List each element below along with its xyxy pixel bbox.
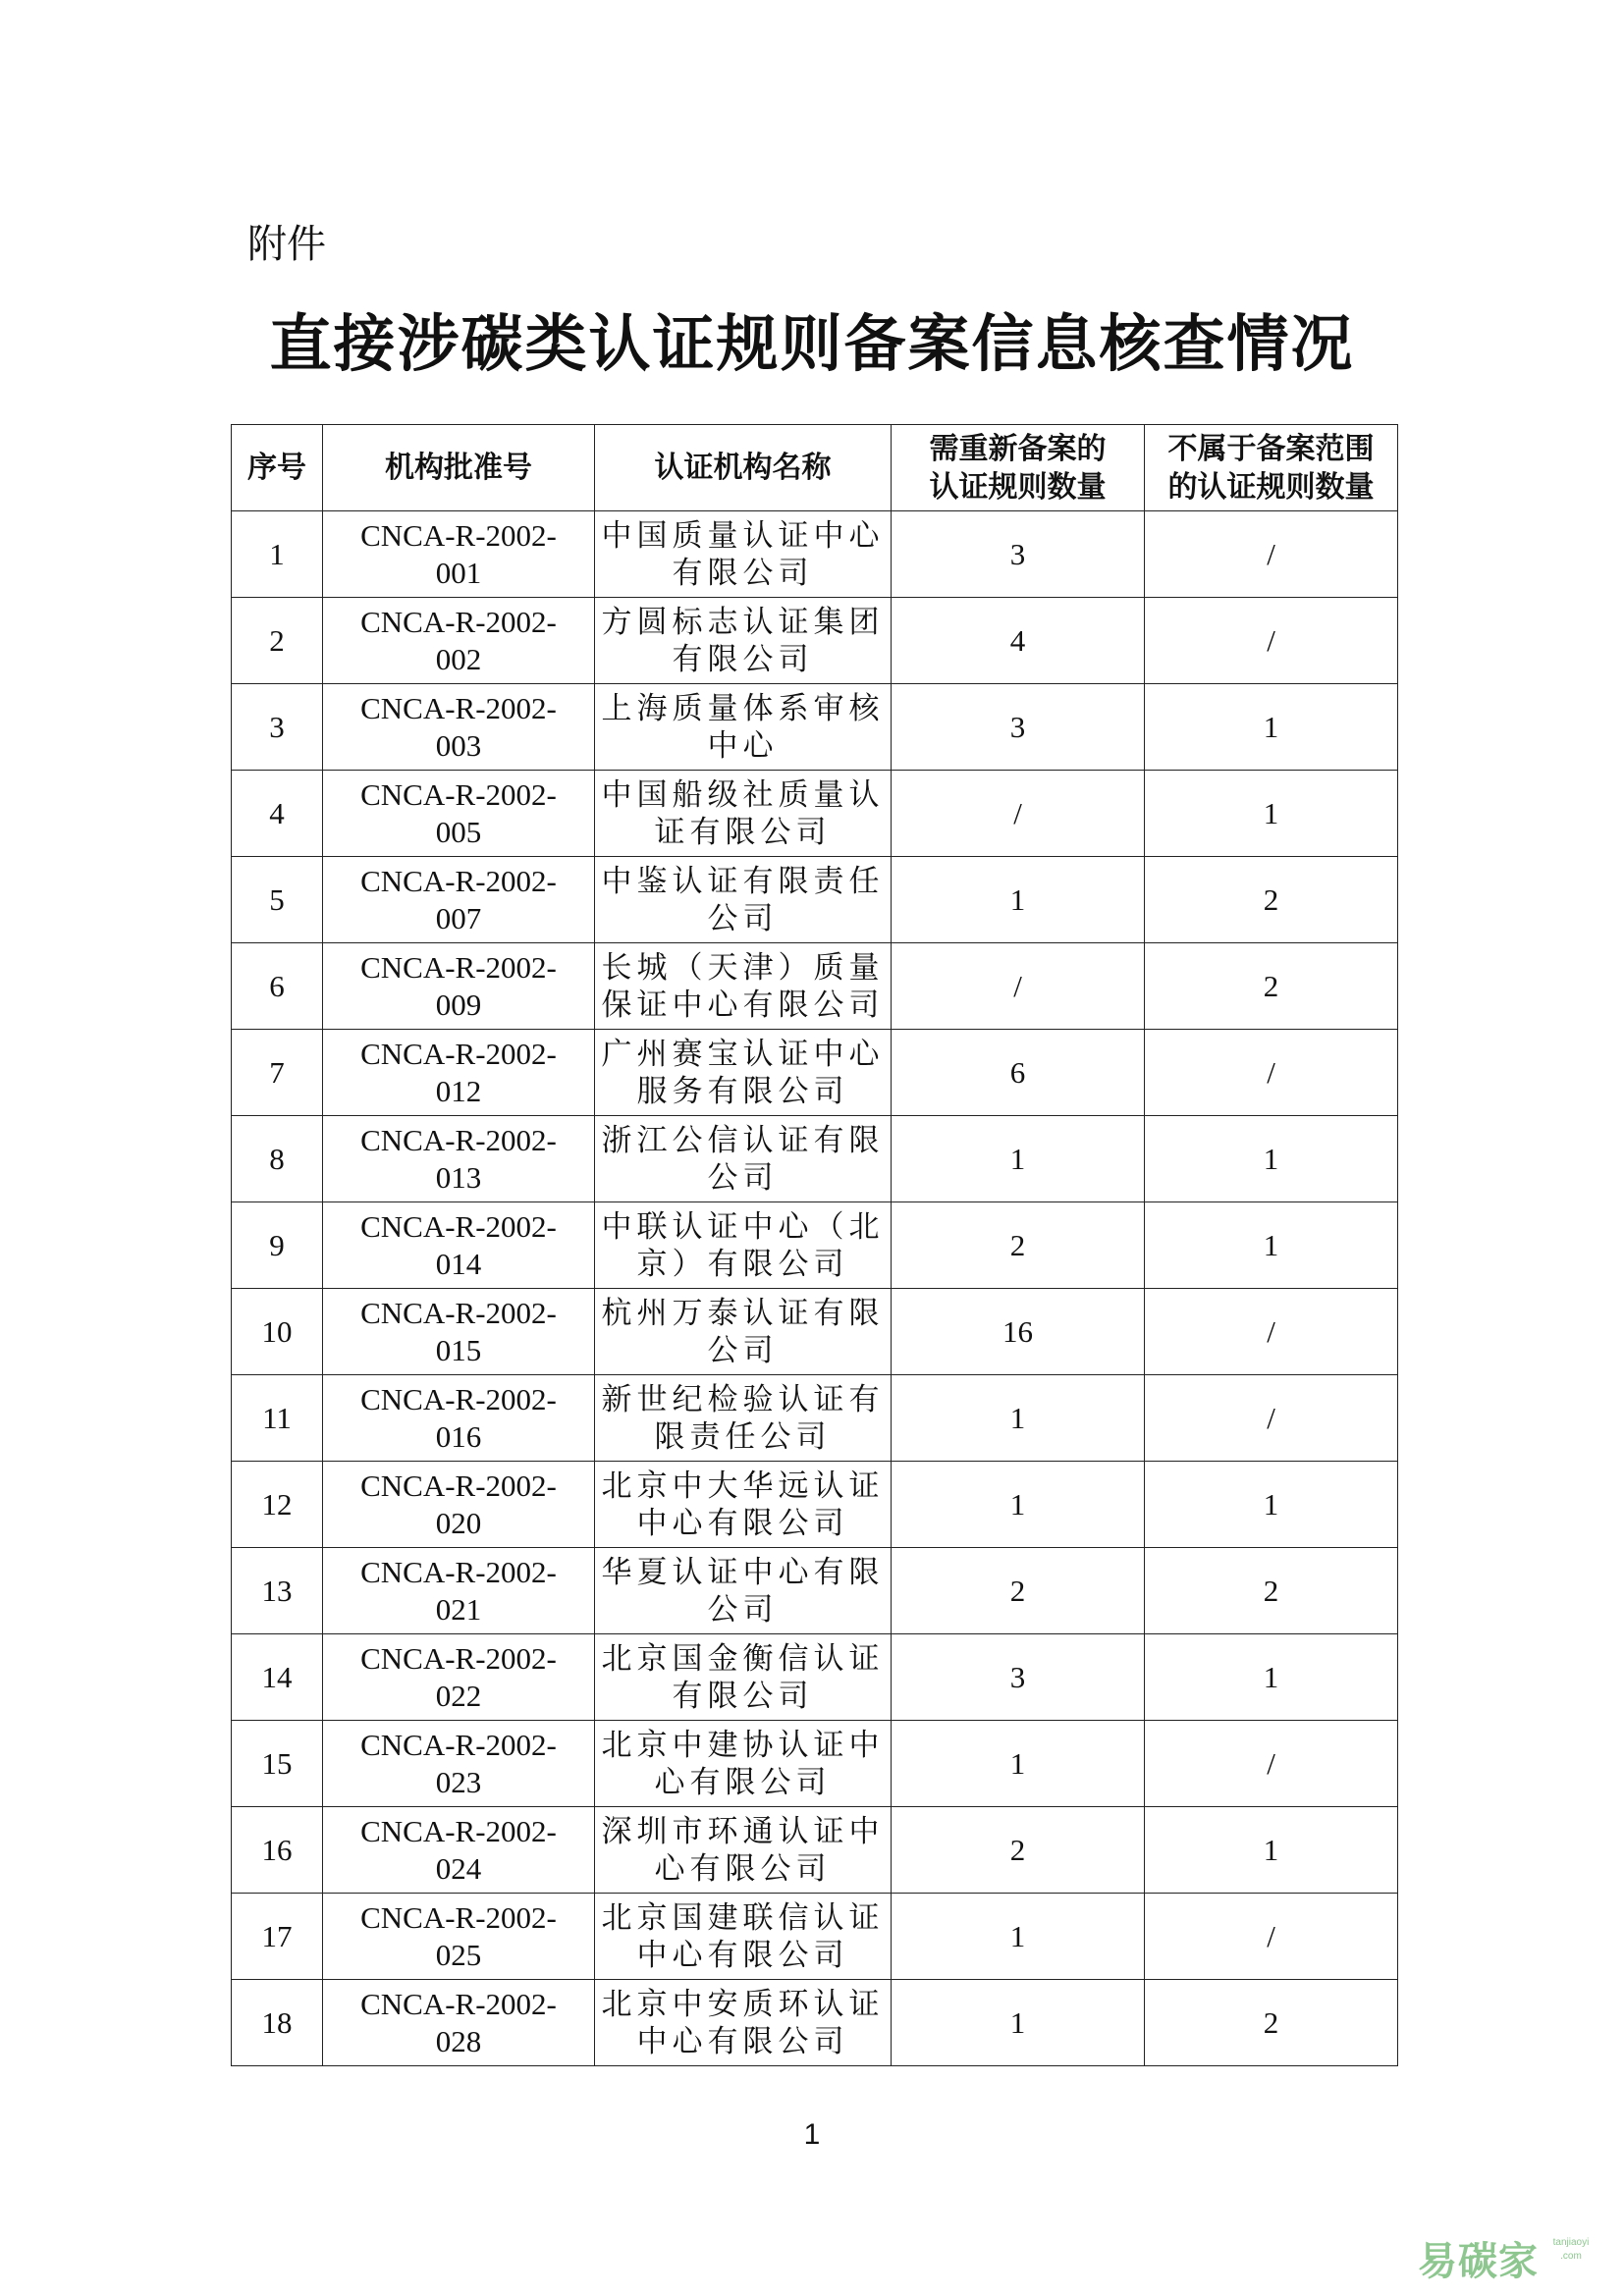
cell-approval-number-line-1: CNCA-R-2002- [360,863,557,898]
cell-refile-count: 4 [892,598,1145,684]
cell-approval-number-line-1: CNCA-R-2002- [360,776,557,812]
cell-approval-number-line-2: 012 [435,1073,482,1108]
table-header-row [232,425,1398,511]
table-row [232,1116,1398,1202]
cell-organization-name: 方圆标志认证集团有限公司 [595,598,892,684]
cell-organization-name: 深圳市环通认证中心有限公司 [595,1807,892,1894]
cell-refile-count: / [892,771,1145,857]
cell-organization-name: 北京国建联信认证中心有限公司 [595,1894,892,1980]
table-row [232,1894,1398,1980]
cell-serial-number: 11 [232,1375,323,1462]
table-row [232,1980,1398,2066]
table-row [232,598,1398,684]
table-row [232,771,1398,857]
cell-organization-name: 上海质量体系审核中心 [595,684,892,771]
cell-approval-number [323,1030,595,1116]
cell-serial-number: 9 [232,1202,323,1289]
header-out-of-scope-count [1145,425,1398,511]
cell-organization-name: 北京国金衡信认证有限公司 [595,1634,892,1721]
cell-out-of-scope-count: 2 [1145,1548,1398,1634]
cell-out-of-scope-count: 1 [1145,1807,1398,1894]
cell-serial-number: 17 [232,1894,323,1980]
table-row [232,857,1398,943]
cell-organization-name: 中联认证中心（北京）有限公司 [595,1202,892,1289]
cell-approval-number [323,1375,595,1462]
cell-refile-count: 1 [892,1116,1145,1202]
cell-refile-count: 2 [892,1202,1145,1289]
cell-approval-number-line-2: 001 [435,555,482,590]
cell-approval-number [323,1116,595,1202]
cell-serial-number: 5 [232,857,323,943]
cell-approval-number-line-1: CNCA-R-2002- [360,1986,557,2021]
cell-serial-number: 10 [232,1289,323,1375]
cell-approval-number [323,511,595,598]
cell-refile-count: 1 [892,1721,1145,1807]
cell-out-of-scope-count: 1 [1145,771,1398,857]
cell-approval-number-line-2: 007 [435,900,482,935]
cell-approval-number-line-2: 003 [435,727,482,763]
cell-approval-number-line-1: CNCA-R-2002- [360,1813,557,1848]
document-title: 直接涉碳类认证规则备案信息核查情况 [269,307,1355,380]
cell-serial-number: 7 [232,1030,323,1116]
header-refile-line-1: 需重新备案的 [929,431,1107,466]
cell-out-of-scope-count: 1 [1145,1116,1398,1202]
cell-refile-count: 2 [892,1807,1145,1894]
header-out-of-scope-line-1: 不属于备案范围 [1167,431,1375,466]
cell-approval-number [323,857,595,943]
cell-approval-number [323,771,595,857]
cell-approval-number-line-2: 005 [435,814,482,849]
cell-approval-number-line-1: CNCA-R-2002- [360,604,557,639]
cell-approval-number-line-2: 024 [435,1850,482,1886]
cell-organization-name: 中国船级社质量认证有限公司 [595,771,892,857]
cell-approval-number-line-1: CNCA-R-2002- [360,1640,557,1676]
cell-refile-count: 1 [892,1894,1145,1980]
table-row [232,511,1398,598]
cell-out-of-scope-count: 1 [1145,1462,1398,1548]
table-row [232,1807,1398,1894]
cell-out-of-scope-count: / [1145,1375,1398,1462]
cell-out-of-scope-count: / [1145,1894,1398,1980]
cell-out-of-scope-count: / [1145,1030,1398,1116]
cell-approval-number-line-2: 002 [435,641,482,676]
cell-refile-count: 3 [892,1634,1145,1721]
cell-approval-number-line-1: CNCA-R-2002- [360,1468,557,1503]
page-number: 1 [803,2118,821,2151]
cell-approval-number-line-1: CNCA-R-2002- [360,949,557,985]
table-row [232,1202,1398,1289]
cell-organization-name: 北京中建协认证中心有限公司 [595,1721,892,1807]
cell-refile-count: 2 [892,1548,1145,1634]
cell-approval-number-line-2: 028 [435,2023,482,2058]
cell-organization-name: 长城（天津）质量保证中心有限公司 [595,943,892,1030]
cell-approval-number [323,1721,595,1807]
cell-serial-number: 12 [232,1462,323,1548]
cell-approval-number-line-2: 014 [435,1246,482,1281]
cell-organization-name: 华夏认证中心有限公司 [595,1548,892,1634]
cell-out-of-scope-count: / [1145,598,1398,684]
header-approval-number: 机构批准号 [323,425,595,511]
cell-organization-name: 浙江公信认证有限公司 [595,1116,892,1202]
cell-approval-number-line-1: CNCA-R-2002- [360,1208,557,1244]
cell-approval-number [323,1980,595,2066]
header-out-of-scope-line-2: 的认证规则数量 [1167,469,1375,505]
cell-approval-number-line-1: CNCA-R-2002- [360,1727,557,1762]
cell-out-of-scope-count: 2 [1145,857,1398,943]
cell-refile-count: 16 [892,1289,1145,1375]
cell-out-of-scope-count: 2 [1145,1980,1398,2066]
cell-approval-number-line-2: 021 [435,1591,482,1627]
cell-refile-count: 3 [892,511,1145,598]
cell-approval-number-line-1: CNCA-R-2002- [360,1122,557,1157]
attachment-label: 附件 [247,222,326,267]
watermark-domain-line-1: tanjiaoyi [1552,2237,1590,2248]
cell-out-of-scope-count: / [1145,1721,1398,1807]
cell-approval-number [323,684,595,771]
cell-refile-count: 1 [892,1375,1145,1462]
cell-serial-number: 14 [232,1634,323,1721]
cell-approval-number-line-2: 009 [435,987,482,1022]
table-body [232,511,1398,2066]
cell-approval-number [323,1289,595,1375]
cell-serial-number: 3 [232,684,323,771]
table-row [232,1548,1398,1634]
cell-organization-name: 北京中安质环认证中心有限公司 [595,1980,892,2066]
cell-organization-name: 新世纪检验认证有限责任公司 [595,1375,892,1462]
cell-organization-name: 中鉴认证有限责任公司 [595,857,892,943]
table-row [232,1721,1398,1807]
cell-serial-number: 8 [232,1116,323,1202]
cell-approval-number-line-1: CNCA-R-2002- [360,1554,557,1589]
watermark-logo [1412,2228,1608,2283]
cell-approval-number [323,1634,595,1721]
cell-out-of-scope-count: / [1145,1289,1398,1375]
cell-out-of-scope-count: 1 [1145,1634,1398,1721]
cell-out-of-scope-count: 2 [1145,943,1398,1030]
cell-serial-number: 15 [232,1721,323,1807]
watermark-domain [1542,2236,1600,2264]
cell-approval-number [323,1462,595,1548]
cell-refile-count: 3 [892,684,1145,771]
watermark-domain-line-2: .com [1560,2251,1582,2262]
cell-serial-number: 1 [232,511,323,598]
cell-organization-name: 广州赛宝认证中心服务有限公司 [595,1030,892,1116]
cell-approval-number [323,598,595,684]
table-row [232,1289,1398,1375]
table-row [232,1375,1398,1462]
table-row [232,943,1398,1030]
cell-approval-number-line-2: 023 [435,1764,482,1799]
cell-approval-number [323,1807,595,1894]
cell-approval-number-line-2: 022 [435,1678,482,1713]
cell-approval-number [323,1894,595,1980]
header-refile-line-2: 认证规则数量 [929,469,1107,505]
cell-approval-number-line-1: CNCA-R-2002- [360,690,557,725]
cell-approval-number-line-1: CNCA-R-2002- [360,1295,557,1330]
cell-organization-name: 中国质量认证中心有限公司 [595,511,892,598]
table-row [232,1462,1398,1548]
cell-refile-count: / [892,943,1145,1030]
verification-table [231,424,1398,2066]
cell-organization-name: 北京中大华远认证中心有限公司 [595,1462,892,1548]
table-row [232,684,1398,771]
cell-refile-count: 1 [892,1980,1145,2066]
cell-out-of-scope-count: / [1145,511,1398,598]
cell-approval-number-line-1: CNCA-R-2002- [360,1899,557,1935]
cell-approval-number-line-1: CNCA-R-2002- [360,1036,557,1071]
header-serial-number: 序号 [232,425,323,511]
cell-approval-number-line-1: CNCA-R-2002- [360,517,557,553]
cell-serial-number: 13 [232,1548,323,1634]
header-refile-count [892,425,1145,511]
watermark-text: 易碳家 [1418,2239,1539,2284]
cell-serial-number: 2 [232,598,323,684]
cell-approval-number-line-2: 020 [435,1505,482,1540]
cell-refile-count: 1 [892,857,1145,943]
cell-serial-number: 6 [232,943,323,1030]
cell-serial-number: 16 [232,1807,323,1894]
cell-approval-number-line-2: 015 [435,1332,482,1367]
cell-approval-number [323,943,595,1030]
cell-serial-number: 18 [232,1980,323,2066]
cell-serial-number: 4 [232,771,323,857]
cell-out-of-scope-count: 1 [1145,684,1398,771]
cell-approval-number-line-2: 025 [435,1937,482,1972]
cell-approval-number-line-2: 016 [435,1418,482,1454]
cell-organization-name: 杭州万泰认证有限公司 [595,1289,892,1375]
header-organization-name: 认证机构名称 [595,425,892,511]
cell-out-of-scope-count: 1 [1145,1202,1398,1289]
table-row [232,1030,1398,1116]
cell-approval-number [323,1548,595,1634]
cell-approval-number-line-2: 013 [435,1159,482,1195]
cell-approval-number-line-1: CNCA-R-2002- [360,1381,557,1416]
cell-refile-count: 6 [892,1030,1145,1116]
table-row [232,1634,1398,1721]
cell-approval-number [323,1202,595,1289]
cell-refile-count: 1 [892,1462,1145,1548]
